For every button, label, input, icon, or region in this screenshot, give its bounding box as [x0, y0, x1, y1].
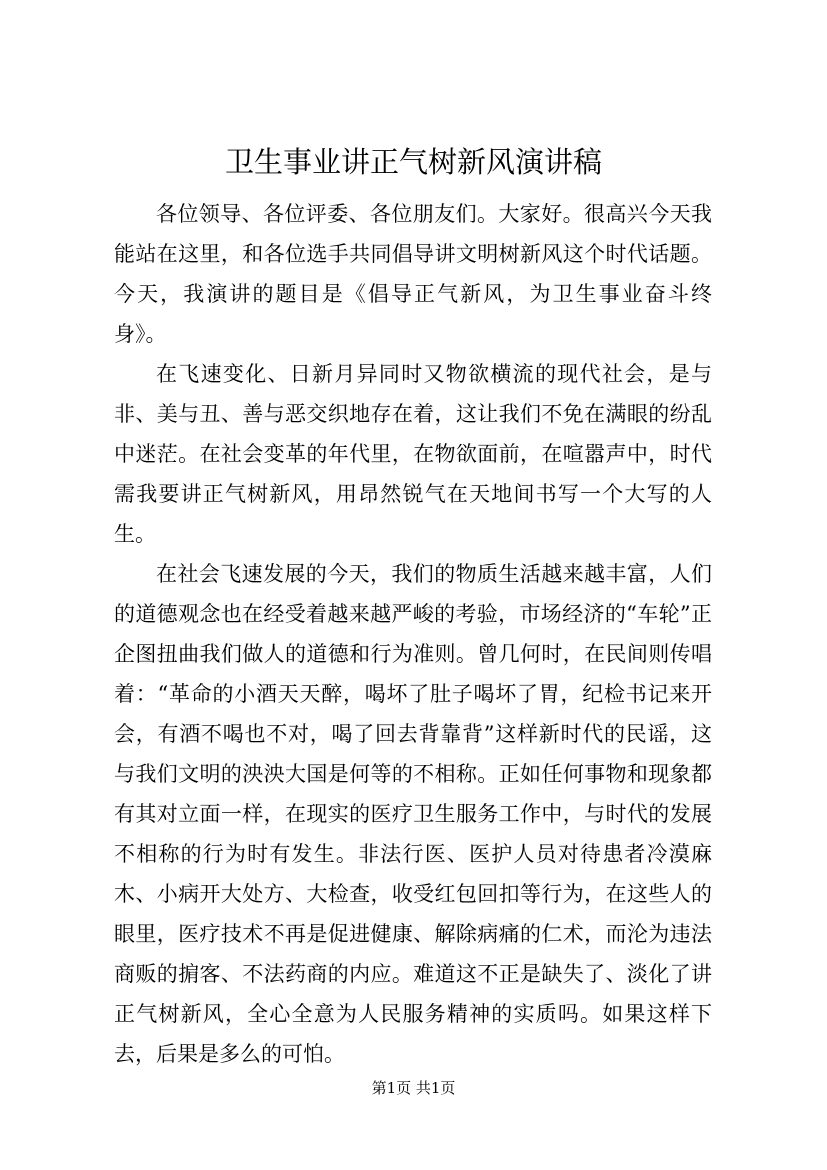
page-footer: 第1页 共1页	[371, 1079, 456, 1097]
document-title: 卫生事业讲正气树新风演讲稿	[224, 145, 602, 179]
paragraph-1: 各位领导、各位评委、各位朋友们。大家好。很高兴今天我能站在这里，和各位选手共同倡导讲文明树新风这个时代话题。今天，我演讲的题目是《倡导正气新风，为卫生事业奋斗终身》。	[114, 202, 712, 346]
paragraph-3: 在社会飞速发展的今天，我们的物质生活越来越丰富，人们的道德观念也在经受着越来越严峻的考验，市场经济的“车轮”正企图扭曲我们做人的道德和行为准则。曾几何时，在民间则传唱着：“革命的小酒天天醉，喝坏了肚子喝坏了胃，纪检书记来开会，有酒不喝也不对，喝了回去背靠背”这样新时代的民谣，这与我们文明的泱泱大国是何等的不相称。正如任何事物和现象都有其对立面一样，在现实的医疗卫生服务工作中，与时代的发展不相称的行为时有发生。非法行医、医护人员对待患者冷漠麻木、小病开大处方、大检查，收受红包回扣等行为，在这些人的眼里，医疗技术不再是促进健康、解除病痛的仁术，而沦为违法商贩的掮客、不法药商的内应。难道这不正是缺失了、淡化了讲正气树新风，全心全意为人民服务精神的实质吗。如果这样下去，后果是多么的可怕。	[114, 562, 712, 1066]
document-body	[114, 194, 712, 1074]
paragraph-2: 在飞速变化、日新月异同时又物欲横流的现代社会，是与非、美与丑、善与恶交织地存在着，这让我们不免在满眼的纷乱中迷茫。在社会变革的年代里，在物欲面前，在喧嚣声中，时代需我要讲正气树新风，用昂然锐气在天地间书写一个大写的人生。	[114, 362, 712, 546]
